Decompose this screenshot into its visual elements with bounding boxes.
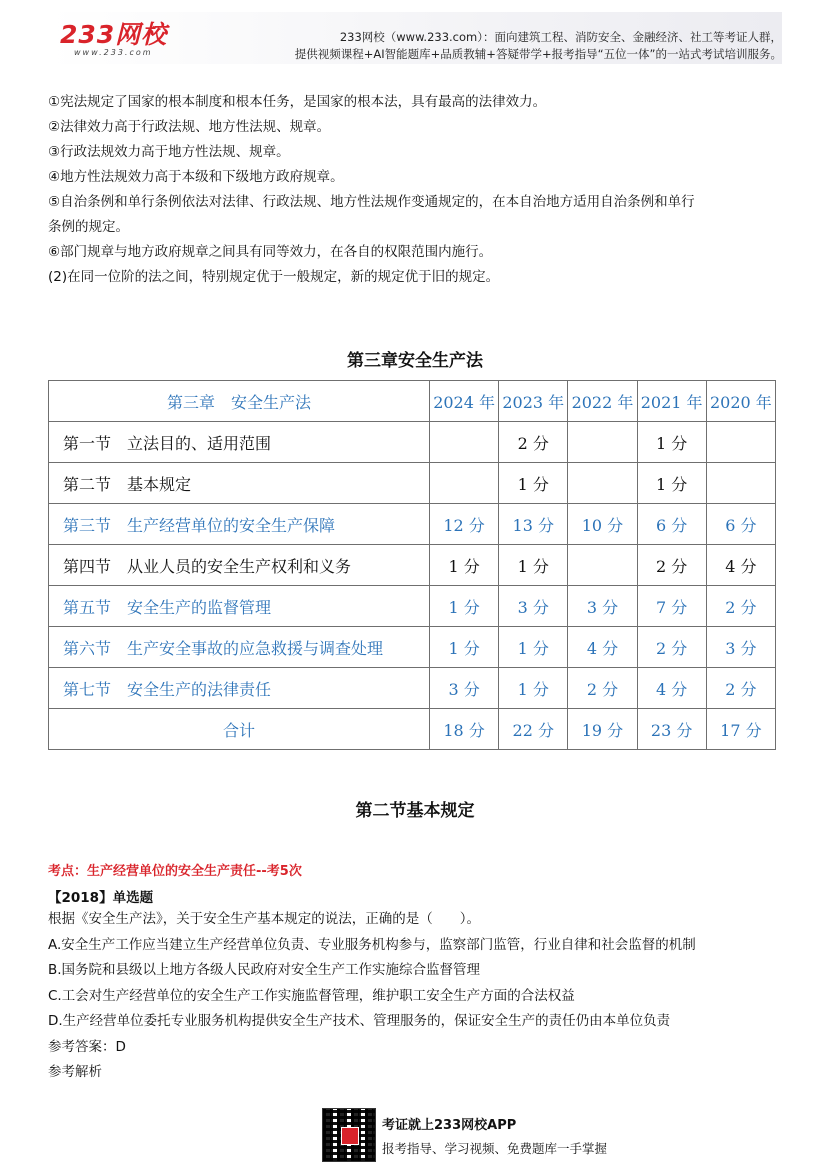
table-header-cell: 2020 年 — [706, 381, 775, 422]
section-name-cell: 第一节 立法目的、适用范围 — [49, 422, 430, 463]
score-cell: 2 分 — [706, 586, 775, 627]
qr-code-icon[interactable] — [322, 1108, 376, 1162]
score-cell — [706, 463, 775, 504]
table-row — [49, 668, 776, 709]
score-cell: 1 分 — [499, 668, 568, 709]
logo-url: www.233.com — [74, 48, 153, 57]
page-footer — [320, 1106, 640, 1168]
table-row — [49, 504, 776, 545]
score-cell: 1 分 — [430, 586, 499, 627]
section-heading: 第二节基本规定 — [355, 801, 475, 821]
score-cell: 1 分 — [499, 463, 568, 504]
score-cell: 1 分 — [499, 627, 568, 668]
score-cell — [568, 422, 637, 463]
question-body — [48, 907, 788, 1086]
score-cell: 1 分 — [637, 422, 706, 463]
score-cell: 4 分 — [568, 627, 637, 668]
score-cell — [430, 463, 499, 504]
exam-point: 考点：生产经营单位的安全生产责任--考5次 — [48, 864, 302, 879]
intro-item: (2)在同一位阶的法之间，特别规定优于一般规定，新的规定优于旧的规定。 — [48, 269, 500, 285]
score-cell: 4 分 — [637, 668, 706, 709]
score-cell: 1 分 — [499, 545, 568, 586]
score-cell: 13 分 — [499, 504, 568, 545]
score-cell — [568, 463, 637, 504]
table-header-cell: 2022 年 — [568, 381, 637, 422]
table-header-cell: 2023 年 — [499, 381, 568, 422]
table-header-cell: 第三章 安全生产法 — [49, 381, 430, 422]
table-row — [49, 627, 776, 668]
section-name-cell: 第五节 安全生产的监督管理 — [49, 586, 430, 627]
intro-item: ⑤自治条例和单行条例依法对法律、行政法规、地方性法规作变通规定的，在本自治地方适用自治条例和单行 — [48, 194, 695, 210]
slogan-line-1: 233网校（www.233.com）：面向建筑工程、消防安全、金融经济、社工等考证人群， — [339, 30, 782, 44]
qr-logo — [341, 1127, 359, 1145]
score-cell: 1 分 — [430, 627, 499, 668]
option-b: B.国务院和县级以上地方各级人民政府对安全生产工作实施综合监督管理 — [48, 962, 481, 978]
intro-item: ④地方性法规效力高于本级和下级地方政府规章。 — [48, 169, 344, 185]
score-cell: 2 分 — [637, 545, 706, 586]
score-cell: 12 分 — [430, 504, 499, 545]
score-cell: 1 分 — [430, 545, 499, 586]
total-cell: 23 分 — [637, 709, 706, 750]
total-cell: 17 分 — [706, 709, 775, 750]
score-table — [48, 380, 776, 750]
table-header-row — [49, 381, 776, 422]
table-row — [49, 545, 776, 586]
section-name-cell: 第四节 从业人员的安全生产权利和义务 — [49, 545, 430, 586]
question-stem: 根据《安全生产法》，关于安全生产基本规定的说法，正确的是（ ）。 — [48, 911, 480, 927]
table-total-row — [49, 709, 776, 750]
table-header-cell: 2024 年 — [430, 381, 499, 422]
intro-item: ③行政法规效力高于地方性法规、规章。 — [48, 144, 290, 160]
section-name-cell: 第七节 安全生产的法律责任 — [49, 668, 430, 709]
answer: 参考答案：D — [48, 1038, 126, 1055]
score-cell: 2 分 — [568, 668, 637, 709]
score-cell: 10 分 — [568, 504, 637, 545]
table-row — [49, 586, 776, 627]
score-cell: 7 分 — [637, 586, 706, 627]
score-cell: 4 分 — [706, 545, 775, 586]
score-cell: 3 分 — [430, 668, 499, 709]
table-row — [49, 463, 776, 504]
option-a: A.安全生产工作应当建立生产经营单位负责、专业服务机构参与，监察部门监管，行业自律和社会监督的机制 — [48, 936, 696, 953]
intro-item: ②法律效力高于行政法规、地方性法规、规章。 — [48, 119, 331, 135]
score-cell: 2 分 — [637, 627, 706, 668]
logo[interactable] — [60, 22, 167, 57]
section-name-cell: 第二节 基本规定 — [49, 463, 430, 504]
question-title: 【2018】单选题 — [48, 890, 154, 906]
option-d: D.生产经营单位委托专业服务机构提供安全生产技术、管理服务的，保证安全生产的责任仍由本单位负责 — [48, 1013, 671, 1029]
total-label-cell: 合计 — [49, 709, 430, 750]
footer-line-1: 考证就上233网校APP — [382, 1118, 517, 1133]
score-cell: 6 分 — [637, 504, 706, 545]
table-row — [49, 422, 776, 463]
score-cell: 2 分 — [499, 422, 568, 463]
slogan-line-2: 提供视频课程+AI智能题库+品质教辅+答疑带学+报考指导“五位一体”的一站式考试培训服务。 — [294, 47, 782, 61]
section-name-cell: 第三节 生产经营单位的安全生产保障 — [49, 504, 430, 545]
footer-line-2: 报考指导、学习视频、免费题库一手掌握 — [382, 1141, 608, 1156]
score-cell: 3 分 — [499, 586, 568, 627]
score-cell — [706, 422, 775, 463]
score-cell: 6 分 — [706, 504, 775, 545]
score-cell: 3 分 — [568, 586, 637, 627]
chapter-heading: 第三章安全生产法 — [347, 351, 483, 371]
intro-item: 条例的规定。 — [48, 219, 129, 235]
table-header-cell: 2021 年 — [637, 381, 706, 422]
score-cell: 2 分 — [706, 668, 775, 709]
header-slogan — [295, 29, 782, 63]
logo-text: 233网校 — [60, 20, 168, 49]
page-header — [0, 0, 830, 72]
score-cell — [430, 422, 499, 463]
intro-list — [48, 90, 768, 290]
total-cell: 19 分 — [568, 709, 637, 750]
intro-item: ①宪法规定了国家的根本制度和根本任务，是国家的根本法，具有最高的法律效力。 — [48, 94, 547, 110]
section-name-cell: 第六节 生产安全事故的应急救援与调查处理 — [49, 627, 430, 668]
analysis-label: 参考解析 — [48, 1064, 102, 1080]
intro-item: ⑥部门规章与地方政府规章之间具有同等效力，在各自的权限范围内施行。 — [48, 244, 493, 260]
score-cell: 1 分 — [637, 463, 706, 504]
score-cell: 3 分 — [706, 627, 775, 668]
option-c: C.工会对生产经营单位的安全生产工作实施监督管理，维护职工安全生产方面的合法权益 — [48, 987, 575, 1004]
total-cell: 22 分 — [499, 709, 568, 750]
total-cell: 18 分 — [430, 709, 499, 750]
score-cell — [568, 545, 637, 586]
